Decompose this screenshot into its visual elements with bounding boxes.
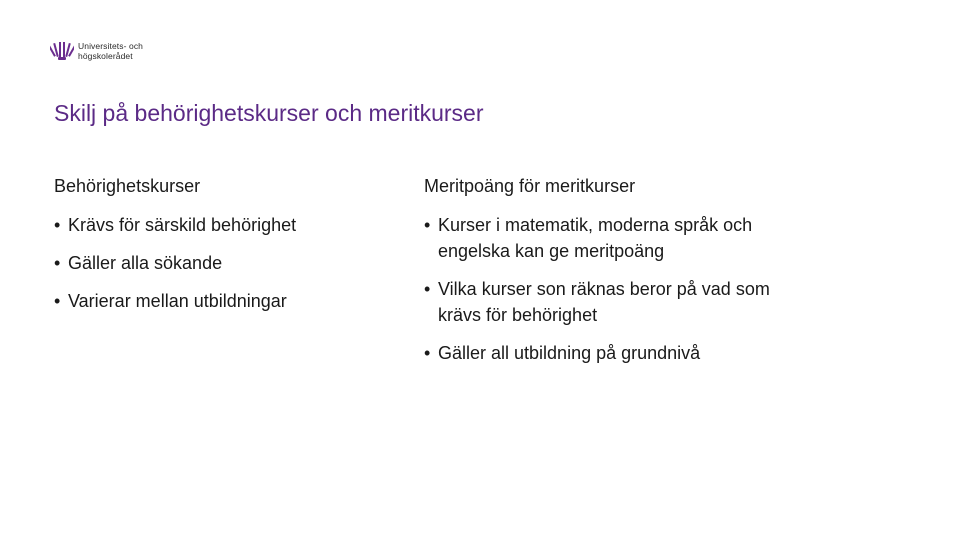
- bullet-icon: •: [424, 279, 431, 299]
- left-bullet-list: [54, 212, 394, 314]
- logo-line-1: Universitets- och: [78, 41, 143, 51]
- bullet-text: Krävs för särskild behörighet: [68, 215, 297, 235]
- right-column: [424, 174, 784, 378]
- right-column-heading: Meritpoäng för meritkurser: [424, 176, 636, 196]
- bullet-text: Varierar mellan utbildningar: [68, 291, 287, 311]
- bullet-icon: •: [424, 343, 431, 363]
- left-column: [54, 174, 394, 326]
- bullet-icon: •: [424, 215, 431, 235]
- logo: [50, 40, 143, 62]
- slide-title: Skilj på behörighetskurser och meritkurser: [54, 100, 484, 126]
- uhr-fan-logo-icon: [50, 40, 74, 62]
- list-item: [54, 250, 394, 276]
- bullet-text: Gäller alla sökande: [68, 253, 223, 273]
- logo-text: [78, 41, 143, 61]
- list-item: [54, 288, 394, 314]
- bullet-icon: •: [54, 291, 61, 311]
- bullet-text: Vilka kurser son räknas beror på vad som krävs för behörighet: [438, 279, 770, 325]
- right-bullet-list: [424, 212, 784, 366]
- bullet-text: Gäller all utbildning på grundnivå: [438, 343, 701, 363]
- list-item: [424, 276, 784, 328]
- bullet-text: Kurser i matematik, moderna språk och engelska kan ge meritpoäng: [438, 215, 753, 261]
- list-item: [424, 212, 784, 264]
- left-column-heading: Behörighetskurser: [54, 176, 201, 196]
- list-item: [424, 340, 784, 366]
- logo-line-2: högskolerådet: [78, 51, 133, 61]
- list-item: [54, 212, 394, 238]
- bullet-icon: •: [54, 253, 61, 273]
- bullet-icon: •: [54, 215, 61, 235]
